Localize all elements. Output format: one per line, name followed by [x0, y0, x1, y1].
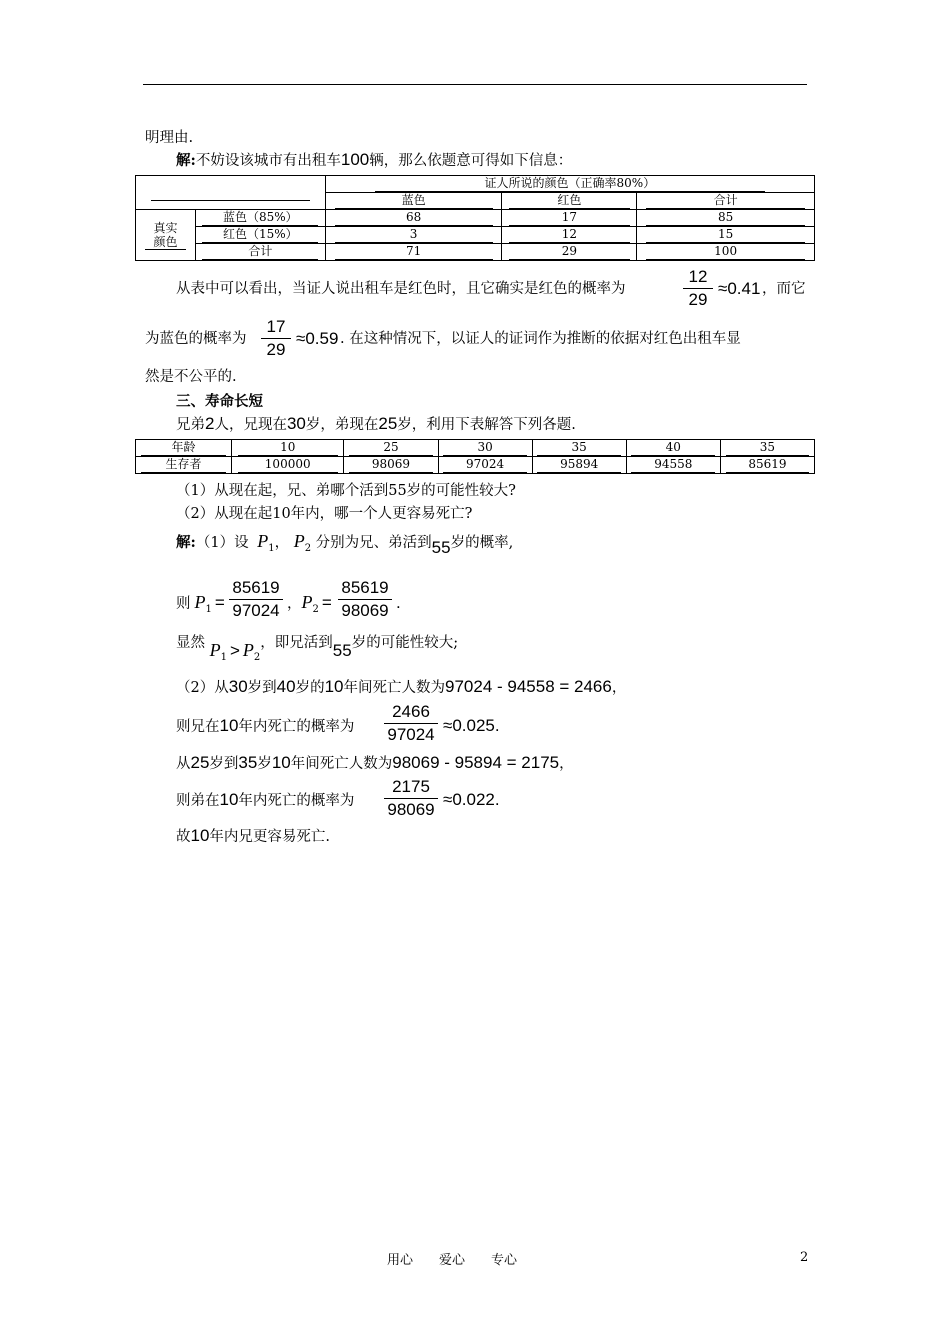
para1-tail: ，而它 — [762, 281, 806, 297]
table-cell: 95894 — [532, 457, 626, 474]
para1-line1: 从表中可以看出，当证人说出租车是红色时，且它确实是红色的概率为 — [176, 281, 626, 297]
row-label: 合计 — [195, 244, 325, 261]
table-cell: 100 — [637, 244, 815, 261]
approx-0022: ≈0.022. — [443, 790, 500, 809]
table-cell: 85619 — [720, 457, 814, 474]
p1-p2-definition: 则 $P_1$ = — [176, 592, 225, 615]
approx-041: ≈0.41 — [718, 279, 761, 298]
conclusion-line: 故10年内兄更容易死亡. — [176, 826, 331, 845]
color-testimony-table — [135, 175, 815, 261]
row-label: 年龄 — [136, 440, 232, 457]
row-group-label: 真实 颜色 — [136, 210, 196, 261]
table-cell: 97024 — [438, 457, 532, 474]
solution-line1: 解:（1）设 $P_1$， $P_2$ 分别为兄、弟活到55岁的概率, — [176, 531, 514, 557]
corner-cell — [136, 176, 326, 210]
row-label: 蓝色（85%） — [195, 210, 325, 227]
period: . — [396, 593, 401, 612]
question-2: （2）从现在起10年内，哪一个人更容易死亡? — [176, 506, 473, 522]
table-cell: 10 — [232, 440, 344, 457]
obvious-line: 显然 $P_1 > P_2$，即兄活到55岁的可能性较大; — [176, 635, 459, 663]
table-row — [136, 244, 815, 261]
table-row — [136, 457, 815, 474]
fraction-17-29: 17 29 — [261, 316, 291, 361]
table-cell: 30 — [438, 440, 532, 457]
table-cell: 17 — [502, 210, 637, 227]
table-cell: 29 — [502, 244, 637, 261]
intro-line: 明理由. — [145, 130, 194, 146]
para1-line3: 然是不公平的. — [145, 369, 237, 385]
table-cell: 35 — [532, 440, 626, 457]
header-rule — [143, 84, 807, 85]
solution-line-deaths-younger: 从25岁到35岁10年间死亡人数为98069 - 95894 = 2175， — [176, 753, 574, 772]
col-head: 合计 — [637, 193, 815, 210]
table-cell: 71 — [325, 244, 502, 261]
table-cell: 98069 — [344, 457, 438, 474]
table-cell: 85 — [637, 210, 815, 227]
fraction-p2: 85619 98069 — [338, 577, 392, 622]
solution-label: 解: — [176, 152, 196, 169]
table-cell: 15 — [637, 227, 815, 244]
row-label: 生存者 — [136, 457, 232, 474]
solution-intro: 解:不妨设该城市有出租车100辆，那么依题意可得如下信息： — [176, 150, 573, 169]
table-cell: 35 — [720, 440, 814, 457]
table-cell: 3 — [325, 227, 502, 244]
fraction-2466: 2466 97024 — [384, 701, 438, 746]
table-cell: 94558 — [626, 457, 720, 474]
younger-prob-line: 则弟在10年内死亡的概率为 — [176, 790, 355, 809]
para1-line2-tail: . 在这种情况下，以证人的证词作为推断的依据对红色出租车显 — [340, 331, 741, 347]
table-cell: 25 — [344, 440, 438, 457]
fraction-2175: 2175 98069 — [384, 776, 438, 821]
survival-table — [135, 439, 815, 474]
fraction-12-29: 12 29 — [683, 266, 713, 311]
header-main: 证人所说的颜色（正确率80%） — [325, 176, 814, 193]
p2-definition: ，$P_2$ = — [287, 592, 332, 615]
question-1: （1）从现在起，兄、弟哪个活到55岁的可能性较大? — [176, 483, 516, 499]
col-head: 蓝色 — [325, 193, 502, 210]
table-row — [136, 227, 815, 244]
brother-prob-line: 则兄在10年内死亡的概率为 — [176, 716, 355, 735]
section3-intro: 兄弟2人，兄现在30岁，弟现在25岁，利用下表解答下列各题. — [176, 414, 576, 433]
para1-line2: 为蓝色的概率为 — [145, 331, 247, 347]
col-head: 红色 — [502, 193, 637, 210]
page-number: 2 — [800, 1250, 809, 1265]
table-cell: 12 — [502, 227, 637, 244]
solution-line-deaths-brother: （2）从30岁到40岁的10年间死亡人数为97024 - 94558 = 2466， — [176, 677, 627, 696]
footer-motto: 用心 爱心 专心 — [387, 1253, 518, 1268]
table-row — [136, 440, 815, 457]
fraction-p1: 85619 97024 — [229, 577, 283, 622]
section-title: 三、寿命长短 — [176, 393, 263, 410]
approx-0025: ≈0.025. — [443, 716, 500, 735]
approx-059: ≈0.59 — [296, 329, 339, 348]
table-header-row — [136, 176, 815, 193]
table-cell: 100000 — [232, 457, 344, 474]
table-cell: 40 — [626, 440, 720, 457]
table-row — [136, 210, 815, 227]
table-cell: 68 — [325, 210, 502, 227]
row-label: 红色（15%） — [195, 227, 325, 244]
